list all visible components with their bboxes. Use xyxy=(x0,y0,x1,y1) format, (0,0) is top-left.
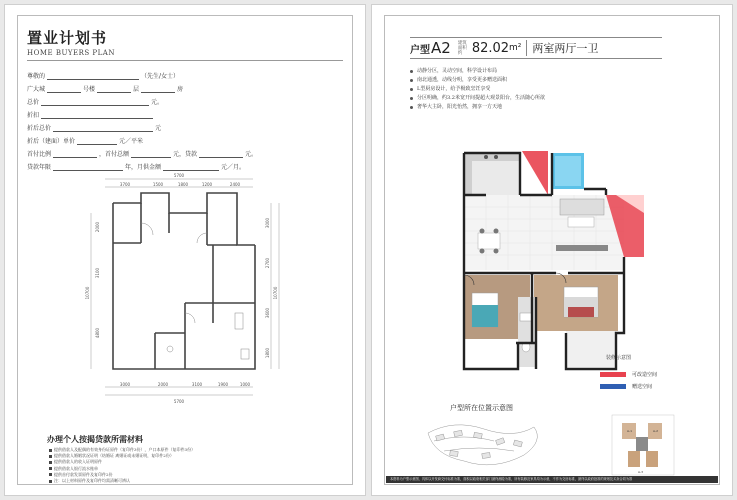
title-divider xyxy=(27,60,343,61)
monthly-label: 年，月供金额 xyxy=(125,164,162,171)
dim-top-total: 5700 xyxy=(173,173,185,178)
dim-left-2: 3100 xyxy=(95,267,100,279)
down-ratio-field[interactable] xyxy=(53,150,97,158)
furnished-floorplan-drawing xyxy=(456,147,676,377)
line-floorplan xyxy=(85,173,285,405)
loan-amount-field[interactable] xyxy=(199,150,243,158)
legend-label: 赠送空间 xyxy=(632,383,653,390)
dim-bottom-total: 5700 xyxy=(173,399,185,404)
legend-swatch-red xyxy=(600,372,626,377)
feature-item: 南北通透，动线分明，享受更多赠送面积 xyxy=(410,76,545,85)
dim-right-4: 1800 xyxy=(265,347,270,359)
dim-right-3: 3600 xyxy=(265,307,270,319)
right-page xyxy=(371,4,733,496)
materials-item: 提供借款人的收入证明原件 xyxy=(49,459,195,465)
buyers-plan-subtitle: HOME BUYERS PLAN xyxy=(27,49,115,57)
loan-suffix: 元。 xyxy=(245,151,258,158)
building-field[interactable] xyxy=(47,85,81,93)
down-amount-label: ，首付总额 xyxy=(99,151,130,158)
dim-bottom-1: 3000 xyxy=(119,382,131,387)
materials-item: 提供借款人婚姻状况证明（结婚证 离婚证或未婚证明，复印件2份） xyxy=(49,453,195,459)
total-label: 总价 xyxy=(27,99,40,106)
customer-label: 尊敬的 xyxy=(27,73,46,80)
discount-field[interactable] xyxy=(41,111,153,119)
customer-suffix: （先生/女士） xyxy=(141,73,180,80)
years-label: 贷款年限 xyxy=(27,164,52,171)
dim-bottom-5: 1000 xyxy=(239,382,251,387)
dim-left-total: 10700 xyxy=(85,286,90,300)
dim-left-1: 2000 xyxy=(95,221,100,233)
feature-item: 分区明确，约3.2米宽开间提超大观景阳台，生活随心所欲 xyxy=(410,94,545,103)
form-row-discount xyxy=(27,106,347,119)
unit-label-a1: A-1 xyxy=(627,429,632,433)
building-label: 广大城 xyxy=(27,86,46,93)
dim-bottom-3: 3100 xyxy=(191,382,203,387)
feature-list xyxy=(410,67,545,112)
unit-price-suffix: 元／平米 xyxy=(119,138,144,145)
unit-price-field[interactable] xyxy=(77,137,117,145)
disclaimer-footer: 本资料为户型示意图，具体以开发商交付标准为准，面积以政府相关部门最终测绘为准，所有装修及家具均为示意，不作为交房标准，最终以政府批准的规划及买卖合同为准 xyxy=(386,476,718,483)
legend xyxy=(600,354,657,392)
feature-item: 动静分区，灵动空间，科学设计布局 xyxy=(410,67,545,76)
form-row-loan-term xyxy=(27,158,347,171)
left-page xyxy=(4,4,366,496)
form-row-customer xyxy=(27,67,347,80)
buyers-plan-title: 置业计划书 xyxy=(27,29,108,47)
down-ratio-label: 首付比例 xyxy=(27,151,52,158)
area-label: 建筑面积约 xyxy=(457,40,467,56)
form-row-discounted-total xyxy=(27,119,347,132)
dim-right-total: 10700 xyxy=(273,286,278,300)
form-row-total xyxy=(27,93,347,106)
materials-title: 办理个人按揭贷款所需材料 xyxy=(47,434,143,444)
legend-item-modifiable xyxy=(600,368,657,380)
unit-label-a2: A-2 xyxy=(653,429,658,433)
dim-top-1: 3700 xyxy=(119,182,131,187)
customer-name-field[interactable] xyxy=(47,72,139,80)
total-unit: 元。 xyxy=(151,99,164,106)
legend-swatch-blue xyxy=(600,384,626,389)
legend-item-bonus xyxy=(600,380,657,392)
location-title: 户型所在位置示意图 xyxy=(450,404,513,412)
discounted-total-label: 折后总价 xyxy=(27,125,52,132)
discount-label: 折扣 xyxy=(27,112,40,119)
header-rule-bottom xyxy=(410,58,662,59)
purchase-form xyxy=(27,67,347,171)
layout-name: 两室两厅一卫 xyxy=(532,42,599,55)
total-field[interactable] xyxy=(41,98,149,106)
area-unit: m² xyxy=(509,43,522,53)
area-value: 82.02 xyxy=(471,40,510,56)
materials-item: 提供借款人及配偶的有效身份证原件（复印件3份），户口本原件（复印件3份） xyxy=(49,447,195,453)
unit-label-a3: A-3 xyxy=(638,470,643,474)
materials-item: 提供借款人银行流水账单 xyxy=(49,466,195,472)
unit-type-label: 户型 xyxy=(410,44,430,56)
dim-bottom-2: 2000 xyxy=(157,382,169,387)
dim-top-5: 2400 xyxy=(229,182,241,187)
monthly-payment-field[interactable] xyxy=(163,163,219,171)
unit-price-label: 折后（建面）单价 xyxy=(27,138,76,145)
form-row-unit-price xyxy=(27,132,347,145)
discounted-total-suffix: 元 xyxy=(155,125,162,132)
location-map xyxy=(424,411,724,481)
legend-label: 可改造空间 xyxy=(632,371,658,378)
unit-type-header xyxy=(410,37,662,59)
dim-right-2: 2700 xyxy=(265,257,270,269)
dim-top-2: 1500 xyxy=(152,182,164,187)
feature-item: 奢华大主卧，阳光怡然，拥享一方天地 xyxy=(410,103,545,112)
form-row-unit xyxy=(27,80,347,93)
dim-bottom-4: 1900 xyxy=(217,382,229,387)
materials-item: 提供首付款发票原件及复印件2份 xyxy=(49,472,195,478)
floor-label: 层 xyxy=(133,86,140,93)
unit-field[interactable] xyxy=(97,85,131,93)
floor-field[interactable] xyxy=(141,85,175,93)
dim-left-3: 4800 xyxy=(95,327,100,339)
site-plan-drawing xyxy=(424,411,724,481)
materials-list xyxy=(49,447,195,484)
dim-right-1: 3000 xyxy=(265,217,270,229)
line-floorplan-drawing xyxy=(85,173,285,405)
discounted-total-field[interactable] xyxy=(53,124,153,132)
monthly-suffix: 元／月。 xyxy=(221,164,246,171)
header-rule-top xyxy=(410,37,662,38)
loan-years-field[interactable] xyxy=(53,163,123,171)
building-no-label: 号楼 xyxy=(83,86,96,93)
unit-type-code: A2 xyxy=(431,39,451,57)
building-unit-diagram xyxy=(612,415,674,475)
loan-label: 元，贷款 xyxy=(173,151,198,158)
furnished-floorplan xyxy=(456,147,676,377)
legend-title: 装修示意图 xyxy=(606,355,632,361)
dim-top-4: 1200 xyxy=(201,182,213,187)
dim-top-3: 1800 xyxy=(177,182,189,187)
materials-item: 注：以上材料原件及复印件均需清晰可辨认 xyxy=(49,478,195,484)
header-separator xyxy=(526,40,527,56)
feature-item: L型厨房设计，给予极致烹饪享受 xyxy=(410,85,545,94)
form-row-down-payment xyxy=(27,145,347,158)
down-amount-field[interactable] xyxy=(131,150,171,158)
room-label: 房 xyxy=(177,86,184,93)
